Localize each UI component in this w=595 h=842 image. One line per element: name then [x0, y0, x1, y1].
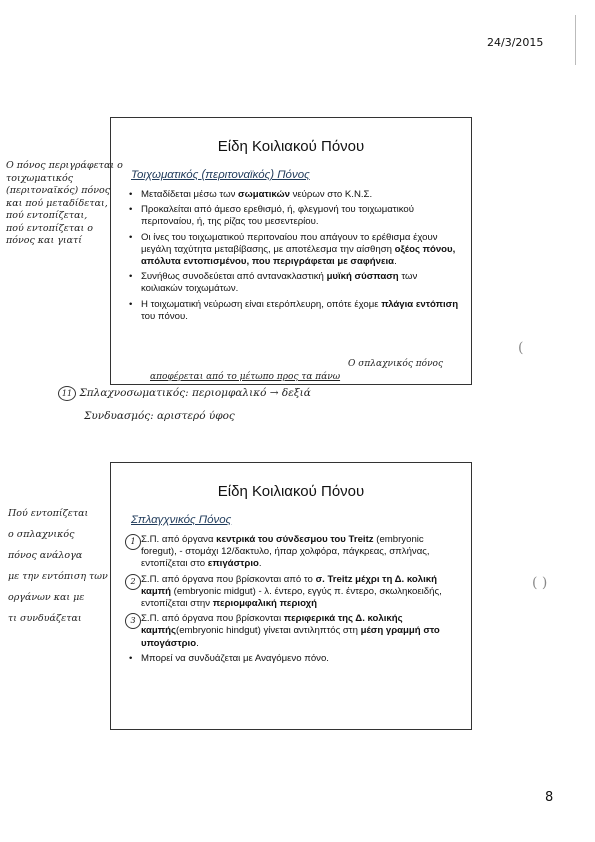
bullet-item: • Συνήθως συνοδεύεται από αντανακλαστική μυϊκή σύσπαση των κοιλιακών τοιχωμάτων. — [129, 271, 459, 295]
bullet-list — [111, 189, 471, 323]
handwritten-number-circle: 1 — [125, 534, 141, 550]
list-item: 2 Σ.Π. από όργανα που βρίσκονται από το σ. Treitz μέχρι τη Δ. κολική καμπή (embryonic midgut) - λ. έντερο, εγγύς π. έντερο, σκωληκοειδής, εντοπίζεται στην περιομφαλική περιοχή — [129, 574, 459, 611]
slide-title: Είδη Κοιλιακού Πόνου — [217, 483, 365, 500]
scan-bracket-mark: ( — [518, 340, 524, 356]
handwritten-note-inline: Ο σπλαχνικός πόνος — [348, 359, 444, 369]
handwritten-number-circle: 11 — [58, 386, 76, 401]
slide-subtitle: Τοιχωματικός (περιτοναϊκός) Πόνος — [131, 169, 310, 181]
list-item: • Μπορεί να συνδυάζεται με Αναγόμενο πόνο. — [129, 653, 459, 665]
slide-title: Είδη Κοιλιακού Πόνου — [217, 138, 365, 155]
slide-visceral-pain — [110, 462, 472, 730]
bullet-item: • Προκαλείται από άμεσο ερεθισμό, ή, φλεγμονή του τοιχωματικού περιτοναίου, ή, της ρίζας του μεσεντερίου. — [129, 204, 459, 228]
slide-subtitle: Σπλαγχνικός Πόνος — [131, 514, 232, 526]
handwritten-number-circle: 2 — [125, 574, 141, 590]
handwritten-note-left-top: Ο πόνος περιγράφεται ο τοιχωματικός (περιτοναϊκός) πόνος και πού μεταδίδεται, πού εντοπίζεται, πού εντοπίζεται ο πόνος και γιατί — [6, 160, 123, 246]
handwritten-note-under-bullet: αποφέρεται από το μέτωπο προς τα πάνω — [150, 372, 341, 382]
scan-bracket-mark: ( ) — [532, 575, 548, 591]
numbered-list — [111, 534, 471, 665]
bullet-item: • Οι ίνες του τοιχωματικού περιτοναίου που απάγουν το ερέθισμα έχουν μεγάλη ταχύτητα μεταβίβασης, με αποτέλεσμα την αίσθηση οξέος πόνου, απόλυτα εντοπισμένου, που περιγράφεται με σαφήνεια. — [129, 232, 459, 269]
list-item: 3 Σ.Π. από όργανα που βρίσκονται περιφερικά της Δ. κολικής καμπής(embryonic hindgut) γίνεται αντιληπτός στη μέση γραμμή στο υπογάστριο. — [129, 613, 459, 650]
handwritten-note-line1: 11 Σπλαχνοσωματικός: περιομφαλικό → δεξιά — [58, 386, 311, 401]
bullet-item: • Μεταδίδεται μέσω των σωματικών νεύρων στο Κ.Ν.Σ. — [129, 189, 459, 201]
slide-parietal-pain — [110, 117, 472, 385]
bullet-item: • Η τοιχωματική νεύρωση είναι ετερόπλευρη, οπότε έχομε πλάγια εντόπιση του πόνου. — [129, 299, 459, 323]
list-item: 1 Σ.Π. από όργανα κεντρικά του σύνδεσμου του Treitz (embryonic foregut), - στομάχι 12/δακτυλο, ήπαρ χολφόρα, πάγκρεας, σπλήνας, εντοπίζεται στο επιγάστριο. — [129, 534, 459, 571]
page-number: 8 — [545, 790, 554, 805]
handwritten-note-left-bottom: Πού εντοπίζεται ο σπλαχνικός πόνος ανάλογα με την εντόπιση των οργάνων και με τι συνδυάζεται — [8, 508, 108, 624]
handwritten-number-circle: 3 — [125, 613, 141, 629]
handwritten-note-line2: Συνδυασμός: αριστερό ύφος — [84, 410, 235, 422]
page-date: 24/3/2015 — [487, 36, 544, 49]
scan-edge-line — [575, 15, 576, 65]
